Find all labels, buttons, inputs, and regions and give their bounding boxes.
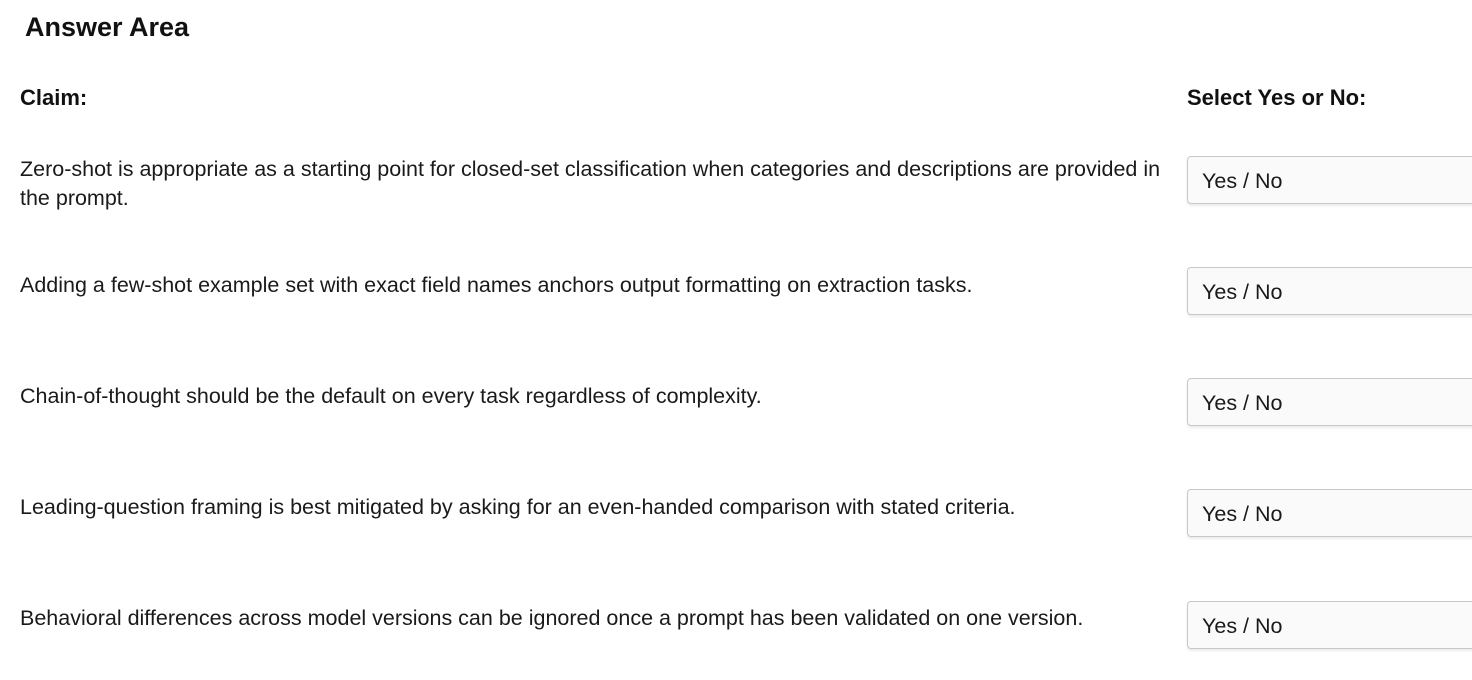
yes-no-dropdown[interactable]: Yes / No <box>1187 267 1472 315</box>
select-column-header: Select Yes or No: <box>1187 85 1367 110</box>
claim-row <box>0 489 1472 569</box>
claim-row <box>0 155 1472 235</box>
claim-text: Zero-shot is appropriate as a starting point for closed-set classification when categories and descriptions are provided in the prompt. <box>20 157 1161 210</box>
yes-no-dropdown[interactable]: Yes / No <box>1187 489 1472 537</box>
answer-area-title: Answer Area <box>25 12 190 42</box>
claim-row <box>0 266 1472 346</box>
claim-column-header: Claim: <box>20 85 88 110</box>
claim-text: Behavioral differences across model versions can be ignored once a prompt has been validated on one version. <box>20 606 1084 630</box>
claim-text: Leading-question framing is best mitigated by asking for an even-handed comparison with stated criteria. <box>20 495 1016 519</box>
claim-text: Chain-of-thought should be the default on every task regardless of complexity. <box>20 384 762 408</box>
claim-row <box>0 378 1472 458</box>
claim-text: Adding a few-shot example set with exact field names anchors output formatting on extraction tasks. <box>20 273 973 297</box>
yes-no-dropdown[interactable]: Yes / No <box>1187 378 1472 426</box>
claim-row <box>0 600 1472 680</box>
yes-no-dropdown[interactable]: Yes / No <box>1187 156 1472 204</box>
yes-no-dropdown[interactable]: Yes / No <box>1187 601 1472 649</box>
